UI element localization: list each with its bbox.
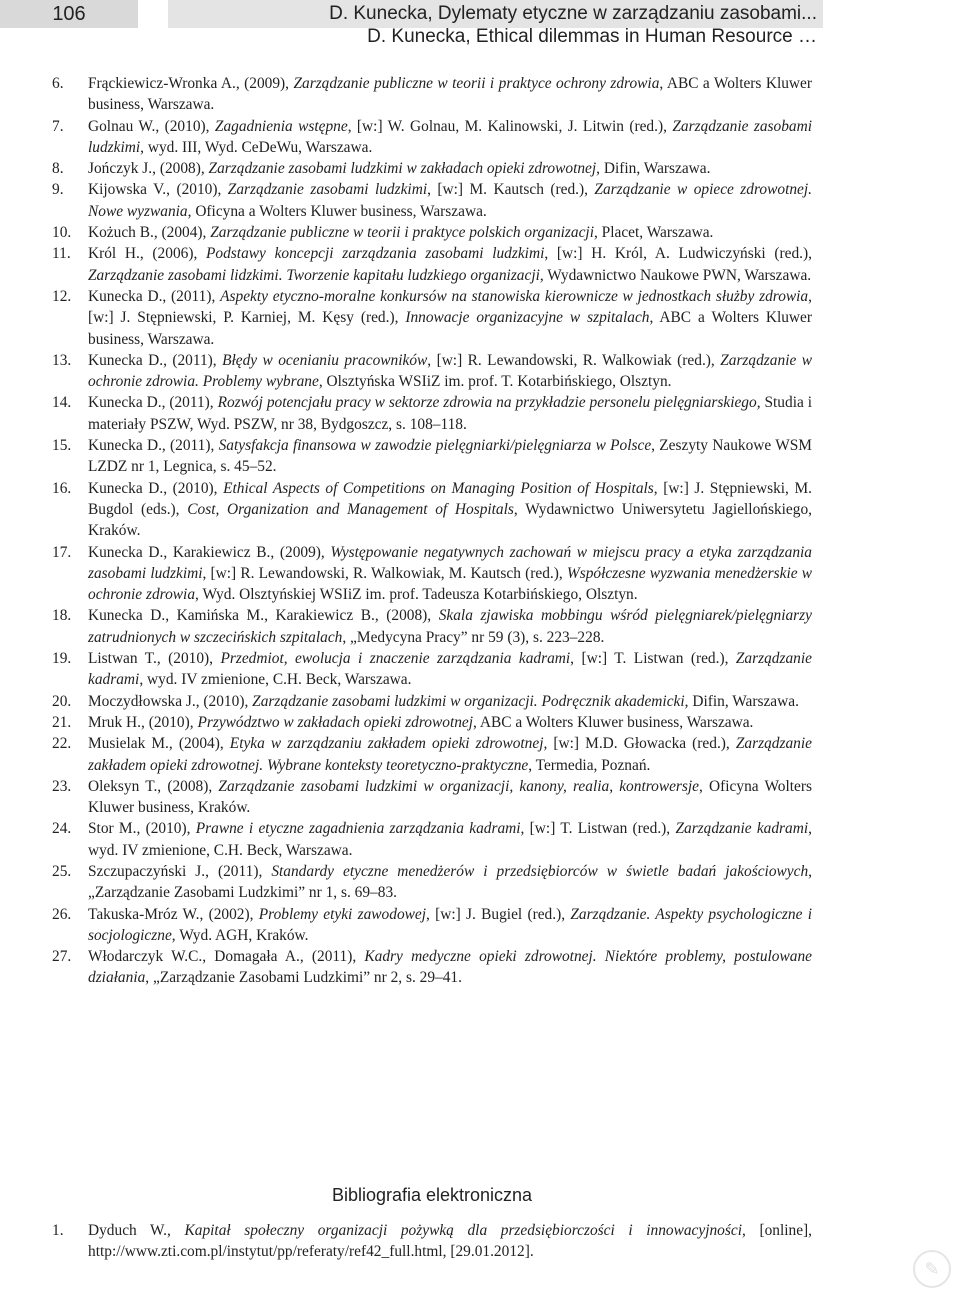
reference-fragment: Moczydłowska J., (2010),: [88, 692, 253, 710]
reference-number: 16.: [52, 479, 72, 497]
reference-title: Kadry medyczne opieki zdrowotnej. Niektóre problemy, postulowane działania: [88, 948, 812, 987]
reference-fragment: , ABC a Wolters Kluwer business, Warszawa.: [473, 713, 754, 731]
reference-fragment: Kijowska V., (2010),: [88, 181, 228, 199]
reference-title: Zarządzanie w opiece zdrowotnej. Nowe wyzwania: [88, 181, 812, 220]
reference-fragment: , [w:] J. Stępniewski, P. Karniej, M. Kęsy (red.),: [88, 287, 812, 327]
reference-number: 8.: [52, 160, 64, 178]
reference-text: [88, 158, 812, 179]
reference-title: Innowacje organizacyjne w szpitalach: [405, 309, 650, 327]
reference-title: Zarządzanie publiczne w teorii i praktyce polskich organizacji: [210, 224, 594, 242]
reference-title: Problemy etyki zawodowej: [258, 905, 427, 923]
reference-title: Zarządzanie zasobami ludzkimi w organizacji. Podręcznik akademicki: [252, 692, 685, 710]
reference-fragment: Dyduch W.,: [88, 1222, 185, 1239]
reference-number: 1.: [52, 1222, 64, 1239]
reference-text: [88, 712, 812, 733]
reference-fragment: Kunecka D., Karakiewicz B., (2009),: [88, 543, 331, 561]
reference-fragment: Golnau W., (2010),: [88, 117, 215, 135]
reference-fragment: , Wydawnictwo Uniwersytetu Jagiellońskiego, Kraków.: [88, 500, 812, 540]
reference-fragment: , wyd. IV zmienione, C.H. Beck, Warszawa.: [139, 671, 412, 689]
reference-fragment: , Wydawnictwo Naukowe PWN, Warszawa.: [539, 266, 812, 284]
reference-number: 14.: [52, 394, 72, 412]
reference-fragment: , wyd. IV zmienione, C.H. Beck, Warszawa.: [88, 820, 812, 859]
reference-title: Zarządzanie kadrami: [88, 650, 812, 689]
reference-fragment: , ABC a Wolters Kluwer business, Warszawa.: [88, 309, 813, 348]
reference-fragment: , [w:] J. Stępniewski, M. Bugdol (eds.),: [88, 479, 812, 518]
reference-fragment: Szczupaczyński J., (2011),: [88, 862, 272, 880]
reference-number: 10.: [52, 224, 72, 242]
reference-fragment: , Difin, Warszawa.: [596, 160, 711, 178]
reference-item: [52, 179, 812, 222]
reference-fragment: Frąckiewicz-Wronka A., (2009),: [88, 75, 294, 92]
reference-item: [52, 542, 812, 606]
reference-fragment: , Zeszyty Naukowe WSM LZDZ nr 1, Legnica, s. 45–52.: [88, 437, 812, 476]
reference-fragment: , [w:] M.D. Głowacka (red.),: [543, 735, 736, 753]
reference-item: [52, 904, 812, 947]
reference-title: Satysfakcja finansowa w zawodzie pielęgniarki/pielęgniarza w Polsce: [218, 437, 652, 455]
reference-title: Rozwój potencjału pracy w sektorze zdrowia na przykładzie personelu pielęgniarskiego,: [217, 394, 761, 412]
reference-title: Zagadnienia wstępne: [214, 117, 348, 135]
reference-fragment: Kunecka D., (2011),: [88, 437, 219, 455]
reference-text: [88, 243, 812, 286]
reference-item: [52, 776, 812, 819]
page-number: 106: [0, 0, 138, 28]
reference-title: Zarządzanie kadrami: [675, 820, 809, 838]
reference-title: Cost, Organization and Management of Hospitals: [187, 500, 514, 518]
reference-item: [52, 1220, 812, 1263]
reference-fragment: , Wyd. AGH, Kraków.: [171, 926, 309, 944]
reference-fragment: , Difin, Warszawa.: [684, 692, 799, 710]
reference-text: [88, 179, 812, 222]
reference-title: Błędy w ocenianiu pracowników: [222, 351, 428, 369]
reference-text: [88, 1220, 812, 1263]
reference-fragment: , Oficyna Wolters Kluwer business, Kraków.: [88, 777, 812, 817]
reference-text: [88, 904, 812, 947]
reference-title: Występowanie negatywnych zachowań w miejscu pracy a etyka zarządzania zasobami ludzkimi: [88, 543, 813, 582]
reference-number: 9.: [52, 181, 64, 199]
reference-fragment: Kunecka D., Kamińska M., Karakiewicz B., (2008),: [88, 607, 439, 625]
reference-fragment: , „Zarządzanie Zasobami Ludzkimi” nr 1, s. 69–83.: [88, 862, 812, 902]
reference-fragment: , „Medycyna Pracy” nr 59 (3), s. 223–228.: [342, 628, 605, 646]
bibliography-list: [52, 73, 812, 989]
reference-title: Zarządzanie zasobami ludzkimi: [227, 181, 428, 199]
reference-fragment: Studia i materiały PSZW, Wyd. PSZW, nr 38, Bydgoszcz, s. 108–118.: [88, 394, 812, 433]
reference-title: Podstawy koncepcji zarządzania zasobami ludzkimi: [206, 245, 545, 263]
reference-fragment: , Olsztyńska WSIiZ im. prof. T. Kotarbińskiego, Olsztyn.: [318, 373, 672, 391]
reference-title: Prawne i etyczne zagadnienia zarządzania kadrami: [195, 820, 521, 838]
reference-title: Ethical Aspects of Competitions on Managing Position of Hospitals: [223, 479, 654, 497]
reference-text: [88, 691, 812, 712]
reference-fragment: Kożuch B., (2004),: [88, 224, 211, 242]
page-header: [0, 0, 960, 50]
reference-number: 6.: [52, 75, 64, 92]
reference-text: [88, 946, 812, 989]
reference-fragment: Takuska-Mróz W., (2002),: [88, 905, 259, 923]
reference-title: Zarządzanie zasobami lidzkimi. Tworzenie kapitału ludzkiego organizacji: [88, 266, 540, 284]
reference-title: Standardy etyczne menedżerów i przedsiębiorców w świetle badań jakościowych: [271, 862, 809, 880]
reference-text: [88, 605, 812, 648]
reference-item: [52, 286, 812, 350]
reference-text: [88, 478, 812, 542]
reference-fragment: Oleksyn T., (2008),: [88, 777, 219, 795]
reference-number: 23.: [52, 777, 72, 795]
reference-fragment: Król H., (2006),: [88, 245, 207, 263]
reference-fragment: , [w:] R. Lewandowski, R. Walkowiak (red.),: [427, 351, 721, 369]
reference-fragment: Mruk H., (2010),: [88, 713, 198, 731]
reference-item: [52, 733, 812, 776]
reference-number: 12.: [52, 287, 72, 305]
reference-fragment: , Oficyna a Wolters Kluwer business, Warszawa.: [187, 202, 487, 220]
reference-fragment: Stor M., (2010),: [88, 820, 196, 838]
reference-item: [52, 648, 812, 691]
reference-fragment: Kunecka D., (2011),: [88, 351, 223, 369]
reference-title: Zarządzanie zasobami ludzkimi w zakładach opieki zdrowotnej: [208, 160, 597, 178]
reference-title: Zarządzanie zasobami ludzkimi: [88, 117, 812, 156]
reference-item: [52, 73, 812, 116]
reference-text: [88, 733, 812, 776]
reference-fragment: , [w:] T. Listwan (red.),: [570, 650, 736, 668]
reference-fragment: , „Zarządzanie Zasobami Ludzkimi” nr 2, s. 29–41.: [145, 969, 462, 987]
reference-fragment: Kunecka D., (2010),: [88, 479, 224, 497]
reference-item: [52, 605, 812, 648]
reference-text: [88, 73, 812, 116]
reference-number: 25.: [52, 862, 72, 880]
reference-text: [88, 116, 812, 159]
reference-fragment: Jończyk J., (2008),: [88, 160, 209, 178]
reference-title: Aspekty etyczno-moralne konkursów na stanowiska kierownicze w jednostkach służby zdrowia: [220, 287, 809, 305]
section-title: Bibliografia elektroniczna: [331, 1185, 533, 1205]
reference-number: 11.: [52, 245, 71, 263]
reference-title: Zarządzanie w ochronie zdrowia. Problemy wybrane: [88, 351, 812, 391]
reference-title: Zarządzanie publiczne w teorii i praktyce ochrony zdrowia: [293, 75, 660, 92]
reference-item: [52, 818, 812, 861]
reference-title: Skala zjawiska mobbingu wśród pielęgniarek/pielęgniarzy zatrudnionych w szczecińskich szpitalach: [88, 607, 812, 646]
reference-fragment: , [online], http://www.zti.com.pl/instytut/pp/referaty/ref42_full.html, [29.01.2012].: [88, 1222, 813, 1261]
publisher-watermark-icon: ✎: [913, 1250, 951, 1288]
reference-title: Współczesne wyzwania menedżerskie w ochronie zdrowia: [88, 564, 813, 604]
reference-item: [52, 350, 812, 393]
reference-fragment: , [w:] T. Listwan (red.),: [520, 820, 676, 838]
reference-fragment: Włodarczyk W.C., Domagała A., (2011),: [88, 948, 365, 966]
reference-fragment: , Termedia, Poznań.: [528, 756, 651, 774]
reference-number: 7.: [52, 117, 64, 135]
reference-title: Zarządzanie zasobami ludzkimi w organizacji, kanony, realia, kontrowersje: [218, 777, 700, 795]
reference-item: [52, 478, 812, 542]
reference-number: 22.: [52, 735, 72, 753]
reference-text: [88, 435, 812, 478]
reference-text: [88, 542, 812, 606]
reference-item: [52, 158, 812, 179]
reference-item: [52, 691, 812, 712]
reference-text: [88, 818, 812, 861]
reference-title: Zarządzanie zakładem opieki zdrowotnej. Wybrane konteksty teoretyczno-praktyczne: [88, 735, 812, 774]
reference-text: [88, 861, 812, 904]
reference-fragment: , [w:] R. Lewandowski, R. Walkowiak, M. Kautsch (red.),: [202, 564, 567, 582]
reference-item: [52, 712, 812, 733]
reference-number: 24.: [52, 820, 72, 838]
reference-item: [52, 392, 812, 435]
reference-item: [52, 946, 812, 989]
reference-fragment: , Placet, Warszawa.: [593, 224, 714, 242]
reference-title: Przedmiot, ewolucja i znaczenie zarządzania kadrami: [220, 650, 571, 668]
reference-text: [88, 286, 812, 350]
reference-fragment: , [w:] J. Bugiel (red.),: [426, 905, 571, 923]
reference-item: [52, 222, 812, 243]
reference-fragment: Listwan T., (2010),: [88, 650, 221, 668]
reference-fragment: Musielak M., (2004),: [88, 735, 230, 753]
reference-fragment: , [w:] H. Król, A. Ludwiczyński (red.),: [544, 245, 812, 263]
reference-text: [88, 392, 812, 435]
reference-title: Przywództwo w zakładach opieki zdrowotnej: [197, 713, 474, 731]
reference-number: 20.: [52, 692, 72, 710]
electronic-bibliography-list: [52, 1220, 812, 1263]
reference-item: [52, 116, 812, 159]
reference-number: 15.: [52, 437, 72, 455]
reference-title: Zarządzanie. Aspekty psychologiczne i socjologiczne: [88, 905, 812, 944]
running-title: D. Kunecka, Dylematy etyczne w zarządzaniu zasobami...: [168, 0, 823, 28]
reference-fragment: , wyd. III, Wyd. CeDeWu, Warszawa.: [140, 138, 373, 156]
reference-text: [88, 350, 812, 393]
reference-number: 18.: [52, 607, 72, 625]
reference-number: 13.: [52, 351, 72, 369]
reference-fragment: Kunecka D., (2011),: [88, 394, 218, 412]
reference-number: 27.: [52, 948, 72, 966]
reference-fragment: , Wyd. Olsztyńskiej WSIiZ im. prof. Tadeusza Kotarbińskiego, Olsztyn.: [195, 586, 638, 604]
reference-number: 19.: [52, 650, 72, 668]
reference-fragment: , ABC a Wolters Kluwer business, Warszawa.: [88, 75, 813, 114]
reference-text: [88, 648, 812, 691]
reference-fragment: , [w:] W. Golnau, M. Kalinowski, J. Litwin (red.),: [347, 117, 673, 135]
reference-item: [52, 243, 812, 286]
reference-fragment: , [w:] M. Kautsch (red.),: [427, 181, 595, 199]
reference-number: 17.: [52, 543, 72, 561]
reference-number: 26.: [52, 905, 72, 923]
reference-item: [52, 861, 812, 904]
running-title-english: D. Kunecka, Ethical dilemmas in Human Resource …: [367, 26, 817, 47]
reference-title: Kapitał społeczny organizacji pożywką dla przedsiębiorczości i innowacyjności: [184, 1222, 742, 1239]
reference-item: [52, 435, 812, 478]
reference-number: 21.: [52, 713, 72, 731]
reference-text: [88, 222, 812, 243]
reference-text: [88, 776, 812, 819]
reference-fragment: Kunecka D., (2011),: [88, 287, 221, 305]
reference-title: Etyka w zarządzaniu zakładem opieki zdrowotnej: [229, 735, 544, 753]
